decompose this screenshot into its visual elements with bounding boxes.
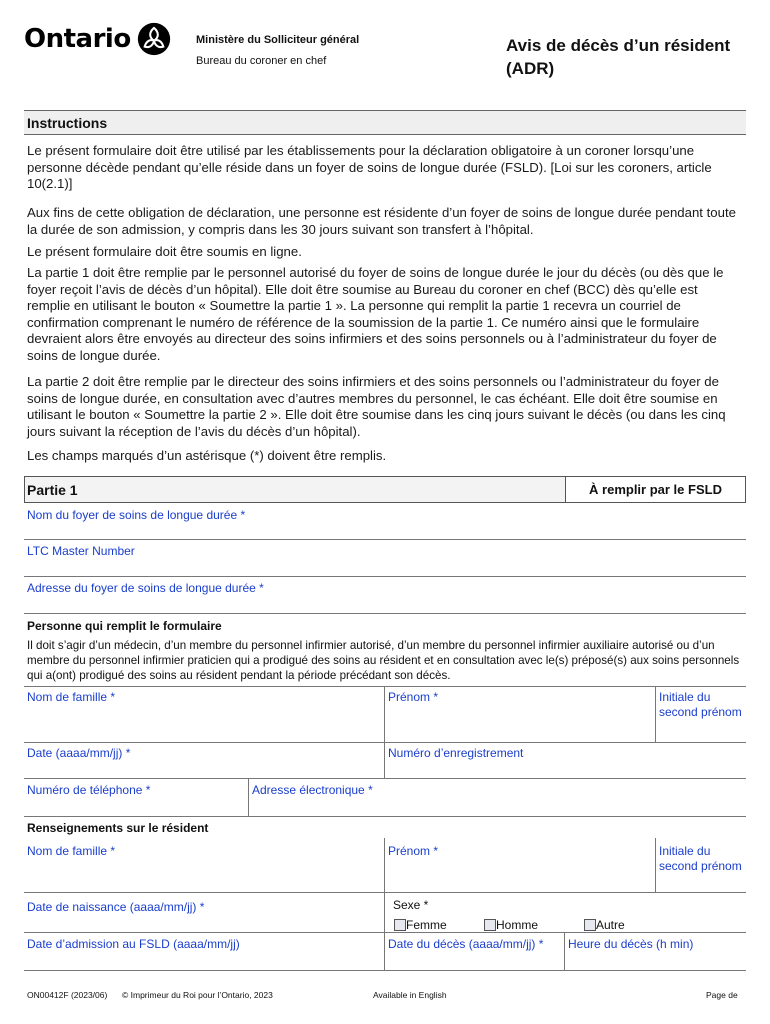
field-separator (384, 932, 385, 970)
checkbox-icon[interactable] (394, 919, 406, 931)
filler-date-field[interactable]: Date (aaaa/mm/jj) * (27, 746, 131, 760)
ltc-address-field[interactable]: Adresse du foyer de soins de longue durée * (27, 581, 264, 595)
resident-admission-date-field[interactable]: Date d’admission au FSLD (aaaa/mm/jj) (27, 937, 240, 951)
part1-title: Partie 1 (27, 482, 78, 498)
resident-death-time-field[interactable]: Heure du décès (h min) (568, 937, 694, 951)
form-number: ON00412F (2023/06) (27, 990, 108, 1000)
resident-death-date-field[interactable]: Date du décès (aaaa/mm/jj) * (388, 937, 544, 951)
instructions-paragraph: La partie 2 doit être remplie par le directeur des soins infirmiers et des soins personnels ou l’administrateur du foyer de soins de longue durée, en consultation avec d’autres membres du personnel, le cas échéant. Elle doit être soumise en utilisant le bouton « Soumettre la partie 2 ». Elle doit être soumise dans les cinq jours suivant le décès (ou dans les cinq jours suivant la réception de l’avis du décès d’un hôpital). (27, 374, 726, 439)
resident-last-name-field[interactable]: Nom de famille * (27, 844, 116, 858)
filler-heading: Personne qui remplit le formulaire (27, 619, 222, 633)
english-availability: Available in English (373, 990, 447, 1000)
instructions-paragraph: La partie 1 doit être remplie par le personnel autorisé du foyer de soins de longue durée le jour du décès (ou dès que le foyer reçoit l’avis de décès d’un hôpital). Elle doit être soumise au Bureau du coroner en chef (BCC) dès qu’elle est remplie en utilisant le bouton « Soumettre la partie 1 ». La personne qui remplit la partie 1 recevra un courriel de confirmation comprenant le numéro de référence de la soumission de la partie 1. Ce numéro ainsi que le formulaire devraient alors être envoyés au directeur des soins infirmiers et des soins personnels ou à l’administrateur du foyer de soins de longue durée. (27, 265, 724, 363)
filler-last-name-field[interactable]: Nom de famille * (27, 690, 116, 704)
field-separator (384, 838, 385, 892)
ontario-logo (24, 22, 171, 56)
field-separator (384, 892, 385, 932)
sex-option-label: Femme (406, 918, 447, 932)
office-name: Bureau du coroner en chef (196, 55, 327, 67)
field-divider (24, 742, 746, 743)
ltc-name-field[interactable]: Nom du foyer de soins de longue durée * (27, 508, 246, 522)
field-separator (655, 686, 656, 742)
field-separator (384, 742, 385, 778)
sex-option-label: Autre (596, 918, 625, 932)
resident-heading: Renseignements sur le résident (27, 821, 209, 835)
field-divider (24, 686, 746, 687)
field-divider (24, 613, 746, 614)
ministry-name: Ministère du Solliciteur général (196, 34, 360, 46)
instructions-paragraph: Le présent formulaire doit être utilisé par les établissements pour la déclaration obligatoire à un coroner lorsqu’une personne décède pendant qu’elle réside dans un foyer de soins de longue durée (FSLD). [Loi sur les coroners, article 10(2.1)] (27, 143, 712, 191)
divider (24, 134, 746, 135)
field-divider (24, 816, 746, 817)
resident-first-name-field[interactable]: Prénom * (388, 844, 439, 858)
checkbox-icon[interactable] (484, 919, 496, 931)
filler-registration-field[interactable]: Numéro d’enregistrement (388, 746, 524, 760)
filler-note: Il doit s’agir d’un médecin, d’un membre du personnel infirmier autorisé, d’un membre du personnel infirmier auxiliaire autorisé ou d’un membre du personnel infirmier praticien qui a prodigué des soins au résident et en consultation avec le(s) préposé(s) aux soins personnels qui a(ont) prodigué des soins au résident pendant la période précédant son décès. (27, 639, 740, 682)
sex-label: Sexe * (393, 898, 429, 912)
instructions-paragraph: Aux fins de cette obligation de déclaration, une personne est résidente d’un foyer de soins de longue durée pendant toute la durée de son admission, y compris dans les 30 jours suivant son transfert à l’hôpital. (27, 205, 736, 237)
ltc-master-number-field[interactable]: LTC Master Number (27, 544, 135, 558)
logo-wordmark: Ontario (24, 24, 131, 54)
field-divider (24, 970, 746, 971)
field-separator (384, 686, 385, 742)
sex-option-label: Homme (496, 918, 539, 932)
field-divider (24, 892, 746, 893)
field-divider (24, 576, 746, 577)
instructions-paragraph: Les champs marqués d’un astérisque (*) doivent être remplis. (27, 448, 387, 463)
form-title: Avis de décès d’un résident (ADR) (506, 36, 731, 78)
field-separator (248, 778, 249, 816)
filler-initial-field[interactable]: Initiale du second prénom (659, 690, 742, 719)
part1-tag: À remplir par le FSLD (565, 477, 745, 502)
page-number: Page de (706, 990, 738, 1000)
field-divider (24, 539, 746, 540)
resident-birth-date-field[interactable]: Date de naissance (aaaa/mm/jj) * (27, 900, 205, 914)
filler-phone-field[interactable]: Numéro de téléphone * (27, 783, 151, 797)
instructions-paragraph: Le présent formulaire doit être soumis en ligne. (27, 244, 302, 259)
resident-initial-field[interactable]: Initiale du second prénom (659, 844, 742, 873)
field-divider (24, 778, 746, 779)
form-header (0, 0, 770, 110)
field-separator (655, 838, 656, 892)
filler-email-field[interactable]: Adresse électronique * (252, 783, 373, 797)
field-separator (564, 932, 565, 970)
part1-header (24, 476, 746, 503)
copyright-notice: © Imprimeur du Roi pour l’Ontario, 2023 (122, 990, 273, 1000)
trillium-icon (137, 22, 171, 56)
filler-first-name-field[interactable]: Prénom * (388, 690, 439, 704)
instructions-heading-bar (24, 110, 746, 134)
field-divider (24, 932, 746, 933)
checkbox-icon[interactable] (584, 919, 596, 931)
instructions-heading: Instructions (27, 115, 108, 131)
